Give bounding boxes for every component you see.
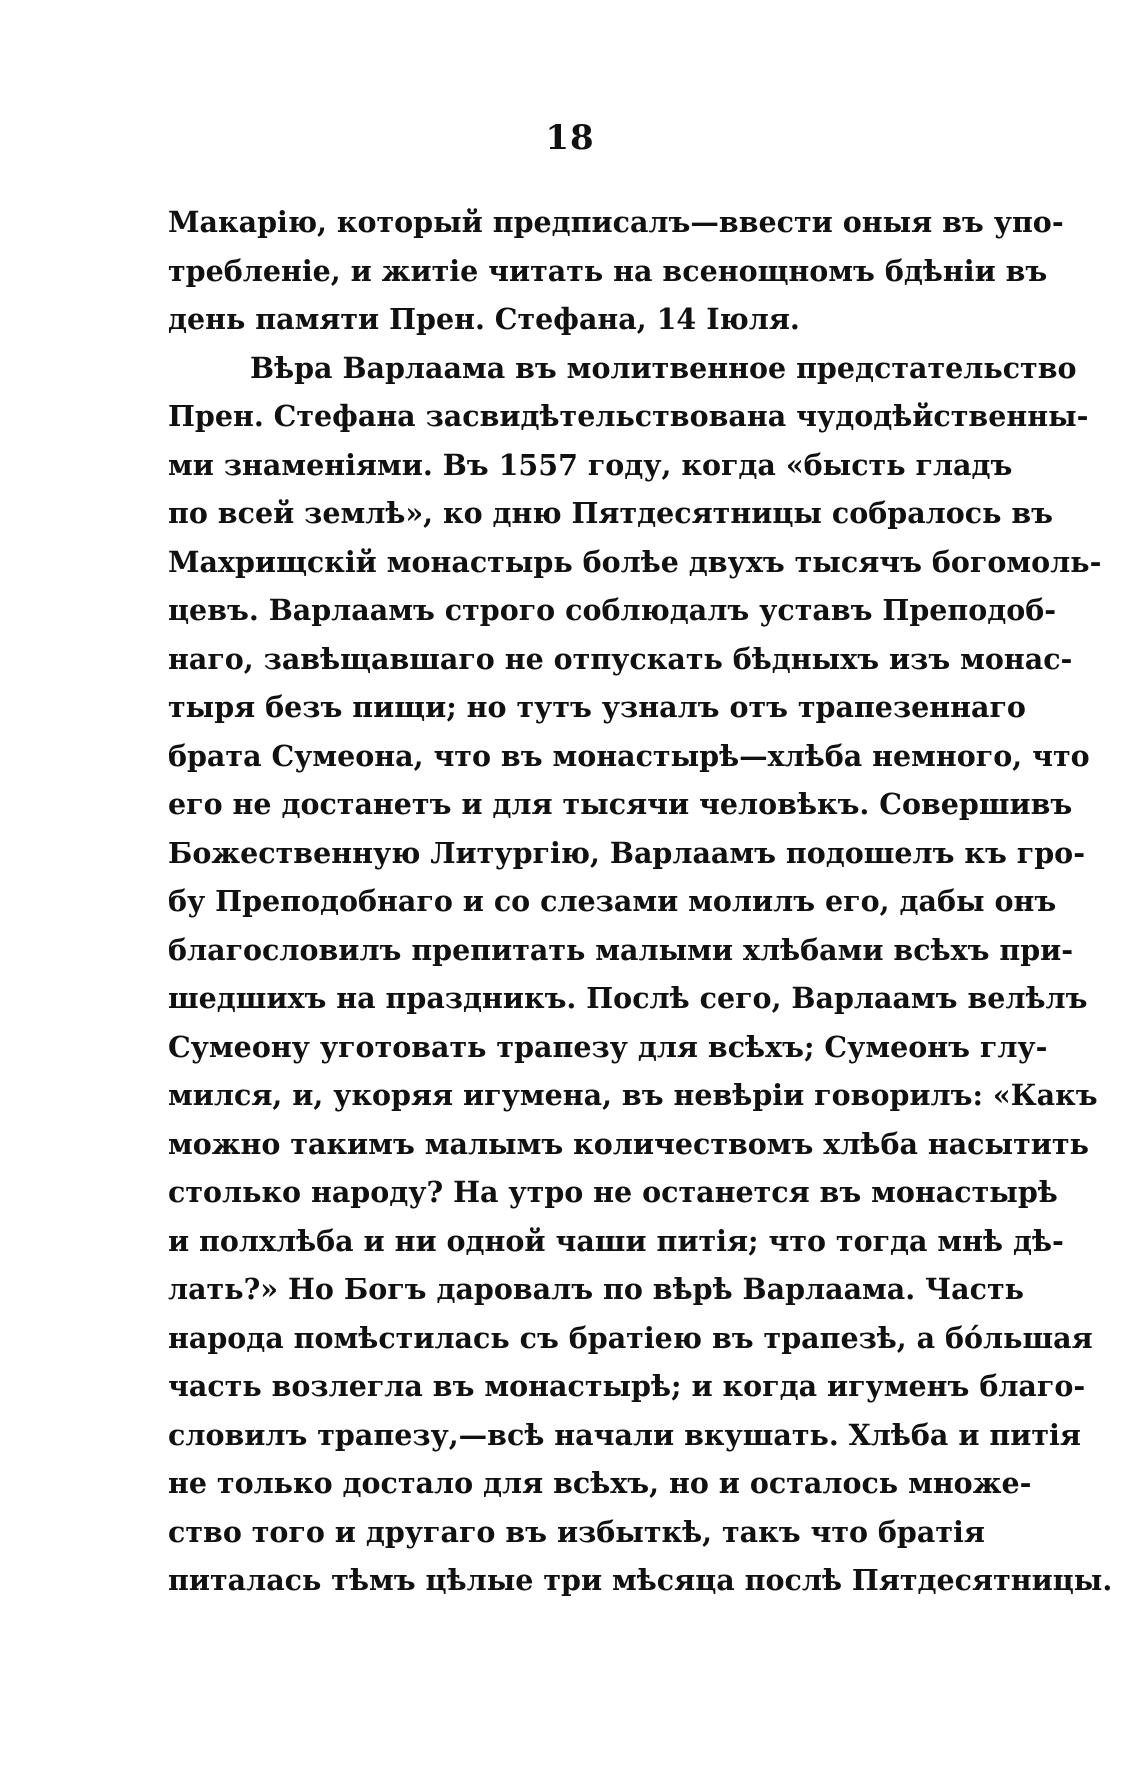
text-line: ство того и другаго въ избыткѣ, такъ что братія [168,1514,985,1549]
text-line: его не достанетъ и для тысячи человѣкъ. Совершивъ [168,787,1073,821]
text-line: день памяти Прен. Стефана, 14 Іюля. [168,302,800,336]
text-line: цевъ. Варлаамъ строго соблюдалъ уставъ Преподоб- [168,593,1057,627]
text-line: столько народу? На утро не останется въ монастырѣ [168,1175,1058,1209]
text-line: словилъ трапезу,—всѣ начали вкушать. Хлѣба и питія [168,1417,1081,1452]
text-line: благословилъ препитать малыми хлѣбами всѣхъ при- [168,932,1074,967]
text-line: народа помѣстилась съ братіею въ трапезѣ, а бóльшая [168,1320,1093,1355]
text-line: лать?» Но Богъ даровалъ по вѣрѣ Варлаама. Часть [168,1272,1024,1306]
text-line: требленіе, и житіе читать на всенощномъ бдѣніи въ [168,253,1048,288]
page-number: 18 [545,118,595,158]
text-line: можно такимъ малымъ количествомъ хлѣба насытить [168,1126,1089,1161]
text-line: Сумеону уготовать трапезу для всѣхъ; Сумеонъ глу- [168,1029,1048,1064]
text-line: Махрищскій монастырь болѣе двухъ тысячъ богомоль- [168,544,1102,579]
text-line: не только достало для всѣхъ, но и осталось множе- [168,1466,1032,1500]
text-line: мился, и, укоряя игумена, въ невѣріи говорилъ: «Какъ [168,1078,1098,1112]
text-line: наго, завѣщавшаго не отпускать бѣдныхъ изъ монас- [168,641,1073,676]
text-line: Макарію, который предписалъ—ввести оныя въ упо- [168,205,1064,239]
text-line: шедшихъ на праздникъ. Послѣ сего, Варлаамъ велѣлъ [168,981,1088,1015]
text-line: бу Преподобнаго и со слезами молилъ его, дабы онъ [168,884,1057,918]
text-line: часть возлегла въ монастырѣ; и когда игуменъ благо- [168,1369,1086,1403]
text-line: Прен. Стефана засвидѣтельствована чудодѣйственны- [168,399,1089,433]
text-line: ми знаменіями. Въ 1557 году, когда «бысть гладъ [168,447,1013,482]
text-line: Вѣра Варлаама въ молитвенное предстательство [250,350,1077,385]
paragraph-2 [168,344,1113,1605]
text-line: по всей землѣ», ко дню Пятдесятницы собралось въ [168,496,1054,530]
text-line: брата Сумеона, что въ монастырѣ—хлѣба немного, что [168,738,1090,773]
body-text [168,198,1113,1605]
text-line: тыря безъ пищи; но тутъ узналъ отъ трапезеннаго [168,690,1026,724]
text-line: и полхлѣба и ни одной чаши питія; что тогда мнѣ дѣ- [168,1223,1064,1258]
text-line: питалась тѣмъ цѣлые три мѣсяца послѣ Пятдесятницы. [168,1563,1113,1597]
text-line: Божественную Литургію, Варлаамъ подошелъ къ гро- [168,835,1086,870]
paragraph-1 [168,198,1064,344]
